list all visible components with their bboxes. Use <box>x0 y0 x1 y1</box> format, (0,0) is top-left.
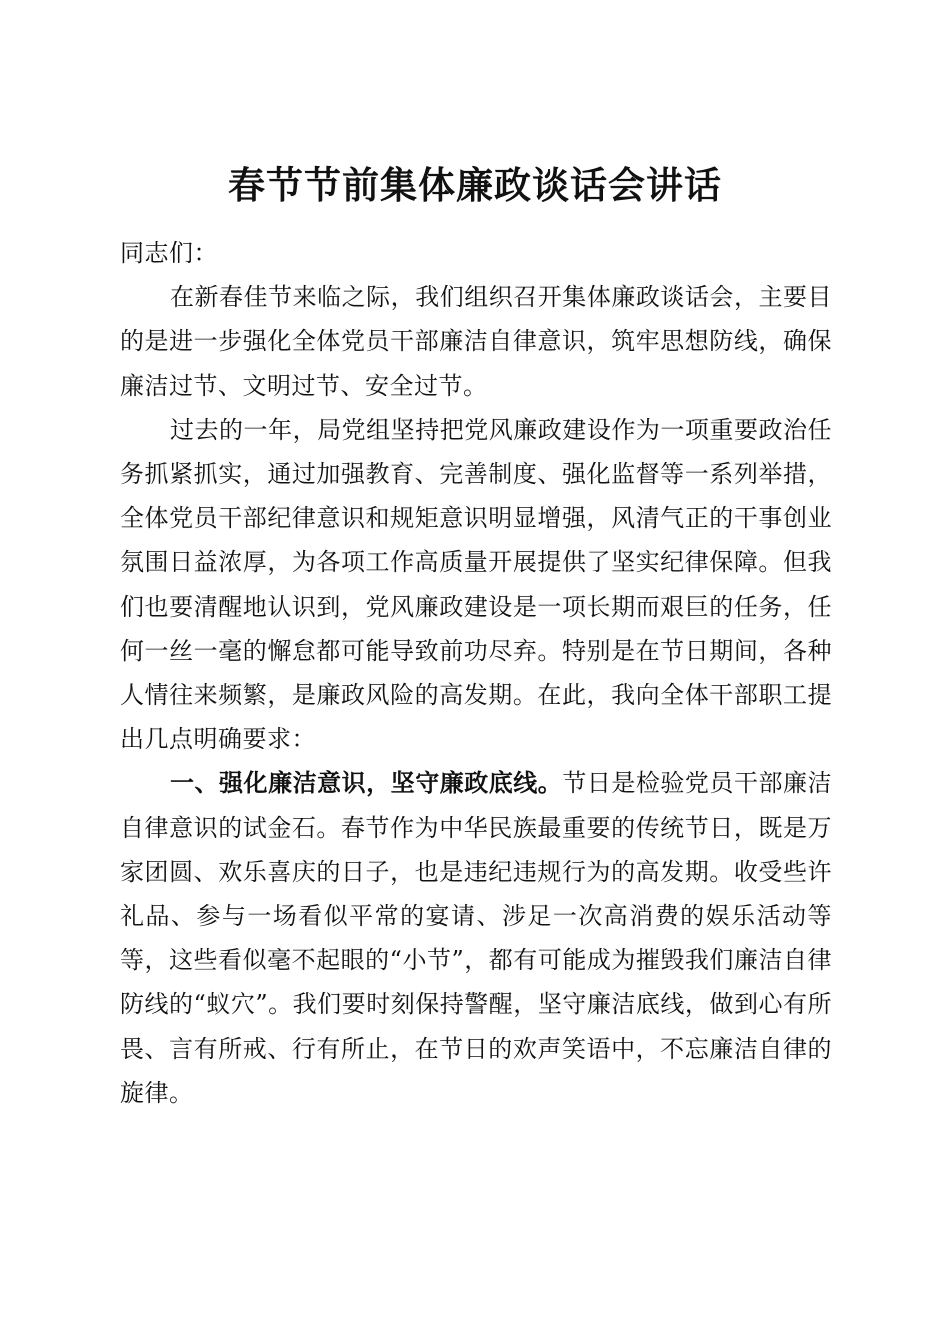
paragraph-opening: 在新春佳节来临之际，我们组织召开集体廉政谈话会，主要目的是进一步强化全体党员干部廉洁自律意识，筑牢思想防线，确保廉洁过节、文明过节、安全过节。 <box>120 283 832 400</box>
section-1-heading: 一、强化廉洁意识，坚守廉政底线。 <box>170 768 563 798</box>
section-1-text: 节日是检验党员干部廉洁自律意识的试金石。春节作为中华民族最重要的传统节日，既是万家团圆、欢乐喜庆的日子，也是违纪违规行为的高发期。收受些许礼品、参与一场看似平常的宴请、涉足一次高消费的娱乐活动等等，这些看似毫不起眼的“小节”，都有可能成为摧毁我们廉洁自律防线的“蚁穴”。我们要时刻保持警醒，坚守廉洁底线，做到心有所畏、言有所戒、行有所止，在节日的欢声笑语中，不忘廉洁自律的旋律。 <box>120 769 833 1107</box>
section-1-paragraph <box>120 761 832 1115</box>
salutation: 同志们： <box>120 239 218 267</box>
paragraph-review: 过去的一年，局党组坚持把党风廉政建设作为一项重要政治任务抓紧抓实，通过加强教育、完善制度、强化监督等一系列举措，全体党员干部纪律意识和规矩意识明显增强，风清气正的干事创业氛围日益浓厚，为各项工作高质量开展提供了坚实纪律保障。但我们也要清醒地认识到，党风廉政建设是一项长期而艰巨的任务，任何一丝一毫的懈怠都可能导致前功尽弃。特别是在节日期间，各种人情往来频繁，是廉政风险的高发期。在此，我向全体干部职工提出几点明确要求： <box>120 415 832 754</box>
document-body <box>120 231 832 1115</box>
document-title: 春节节前集体廉政谈话会讲话 <box>228 162 722 207</box>
